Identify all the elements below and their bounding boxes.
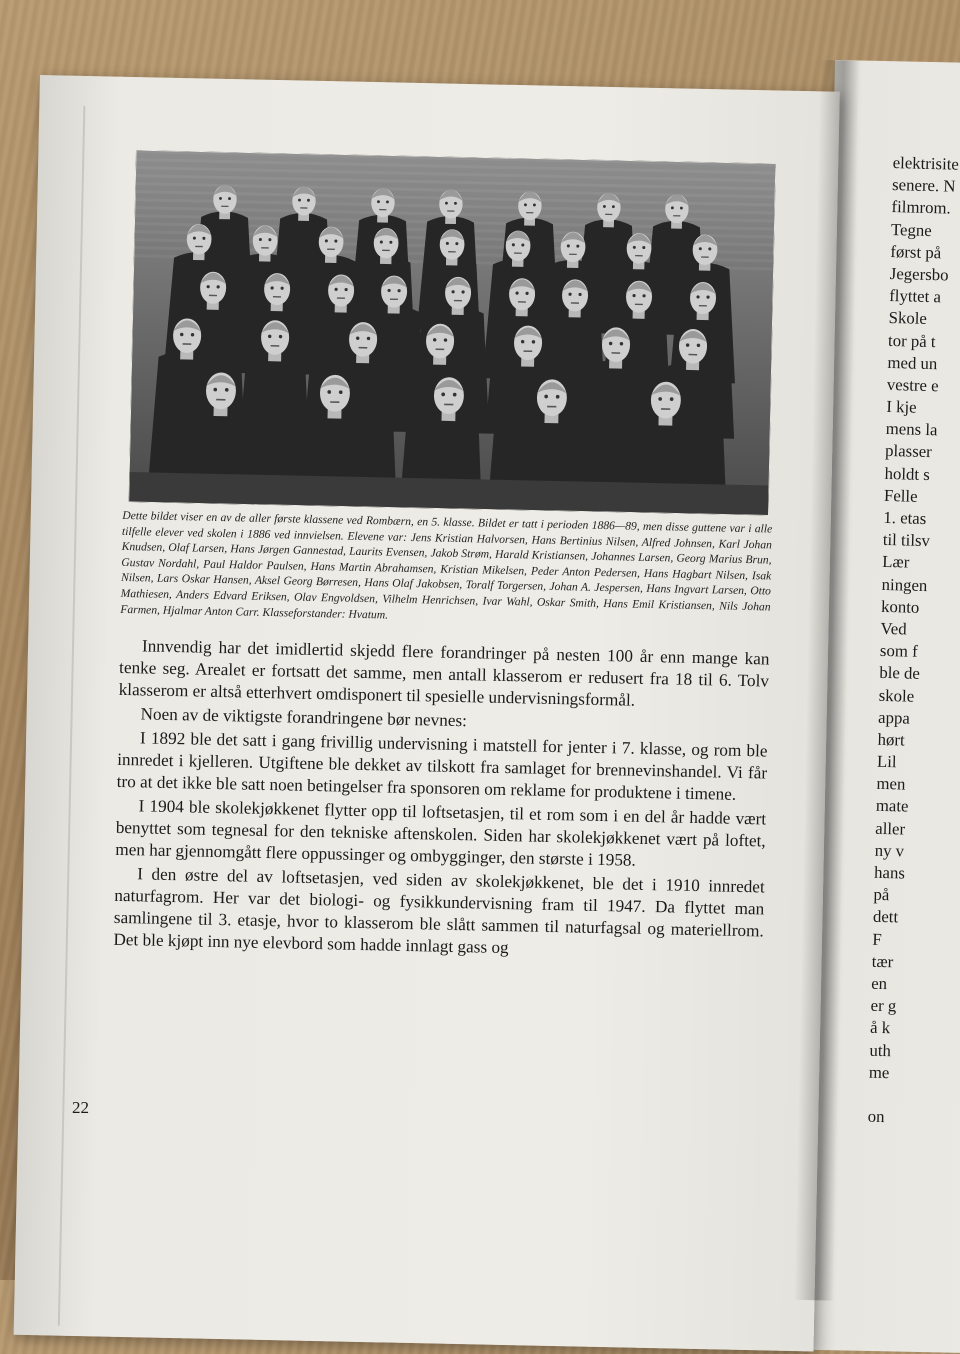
right-page-line: uth bbox=[869, 1040, 892, 1060]
paragraph: I 1904 ble skolekjøkkenet flytter opp til loftsetasjen, til et rom som i en del år hadde vært benyttet som tegnesal for den tekniske aftenskolen. Siden har skolekjøkkenet vært på loftet, men har gjennomgått flere oppussinger og ombygginger, den største i 1958. bbox=[115, 796, 767, 870]
right-page-line: me bbox=[868, 1062, 890, 1082]
right-page-line: men bbox=[876, 774, 906, 794]
right-page-line bbox=[868, 1084, 949, 1108]
right-page-line: aller bbox=[875, 818, 906, 839]
paragraph: I den østre del av loftsetasjen, ved siden av skolekjøkkenet, ble det i 1910 innredet naturfagrom. Her var det biologi- og fysikkundervisning fram til 1947. Da flyttet man samlingene til 3. etasje, hvor to klasserom ble slått sammen til naturfagsal og materiellrom. Det ble kjøpt inn nye elevbord som hadde innlagt gass og bbox=[113, 864, 765, 958]
right-page-line: tor på t bbox=[887, 330, 936, 351]
left-page-content bbox=[113, 150, 780, 965]
paragraph: Innvendig har det imidlertid skjedd flere forandringer på nesten 100 år enn mange kan tenke seg. Arealet er fortsatt det samme, men antall klasserom er redusert fra 18 til 6. Tolv klasserom er altså etterhvert omdisponert til spesielle undervisningsformål. bbox=[118, 636, 770, 710]
right-page-line: ny v bbox=[874, 840, 905, 861]
right-page-line: hans bbox=[873, 862, 906, 883]
right-page-line: F bbox=[872, 929, 882, 949]
right-page-line: mate bbox=[875, 796, 909, 817]
right-page-line: Lil bbox=[876, 751, 897, 772]
right-page-line: Felle bbox=[883, 485, 918, 506]
right-page-line: Tegne bbox=[890, 219, 932, 240]
right-page-line: elektrisite bbox=[892, 152, 960, 174]
right-page-line: dett bbox=[872, 907, 899, 927]
right-page-line: ble de bbox=[879, 663, 921, 684]
school-class-photo-icon bbox=[129, 150, 776, 515]
right-page-line: å k bbox=[869, 1018, 891, 1038]
right-page-line: vestre e bbox=[886, 374, 939, 396]
right-page-line: først på bbox=[890, 241, 942, 263]
right-page-line: en bbox=[870, 973, 888, 994]
right-page-line: er g bbox=[870, 995, 897, 1016]
right-page-line: skole bbox=[878, 685, 915, 706]
right-page-line: ningen bbox=[881, 574, 928, 595]
paragraph: I 1892 ble det satt i gang frivillig undervisning i matstell for jenter i 7. klasse, og rom ble innredet i kjelleren. Utgiftene ble dekket av tilskott fra samlaget for brennevinshandel. Vi får tro at det ikke ble satt noen betingelser fra sponsoren om reklame for produktene i timene. bbox=[116, 728, 768, 804]
right-page-line: Jegersbo bbox=[889, 263, 949, 285]
class-photo bbox=[129, 150, 776, 515]
right-page-line: senere. N bbox=[891, 175, 956, 196]
right-page-line: 1. etas bbox=[883, 507, 927, 528]
right-page-line: I kje bbox=[886, 396, 917, 417]
right-page-line: on bbox=[867, 1106, 885, 1127]
right-page-line: på bbox=[873, 884, 890, 905]
right-page-line: Ved bbox=[880, 618, 907, 639]
right-page-line: flyttet a bbox=[888, 286, 942, 307]
right-page-line: filmrom. bbox=[891, 197, 951, 218]
paragraph: Noen av de viktigste forandringene bør nevnes: bbox=[140, 704, 468, 731]
right-page-line: hørt bbox=[877, 729, 905, 750]
right-page-line: konto bbox=[880, 596, 920, 617]
page-number: 22 bbox=[72, 1098, 89, 1117]
right-page-line: mens la bbox=[885, 419, 938, 440]
right-page-line: Skole bbox=[888, 308, 928, 329]
right-page-line: plasser bbox=[884, 441, 933, 462]
right-page-line: med un bbox=[887, 352, 938, 373]
photo-caption: Dette bildet viser en av de aller første klassene ved Rombærn, en 5. klasse. Bildet er tatt i perioden 1886—89, men disse guttene var i alle tilfelle elever ved skolen i 1886 ved innvielsen. Elevene var: Jens Kristian Halvorsen, Hans Bertinius Nilsen, Alfred Johnsen, Karl Johan Knudsen, Olaf Larsen, Hans Jørgen Gannestad, Laurits Evensen, Jakob Strøm, Harald Kristiansen, Johannes Larsen, Georg Marius Brun, Gustav Nordahl, Paul Haldor Paulsen, Hans Martin Abrahamsen, Kristian Mikelsen, Peder Anton Pedersen, Hans Hagbart Nilsen, Isak Nilsen, Lars Oskar Hansen, Aksel Georg Børresen, Hans Olaf Jakobsen, Toralf Torgersen, Johan A. Jespersen, Hans Ingvart Larsen, Otto Mathiesen, Anders Edvard Eriksen, Olav Engvoldsen, Vilhelm Henrichsen, Ivar Wahl, Oskar Smith, Hans Emil Kristiansen, Nils Johan Farmen, Hjalmar Anton Carr. Klasseforstander: Hvatum. bbox=[120, 508, 773, 622]
right-page-line: Lær bbox=[882, 552, 910, 572]
right-page-line: holdt s bbox=[884, 463, 931, 484]
right-page-line: til tilsv bbox=[882, 530, 931, 551]
right-page-line: appa bbox=[877, 707, 911, 728]
right-page-line: som f bbox=[879, 640, 918, 661]
right-page-line: tær bbox=[871, 951, 894, 972]
article-body bbox=[113, 635, 769, 965]
